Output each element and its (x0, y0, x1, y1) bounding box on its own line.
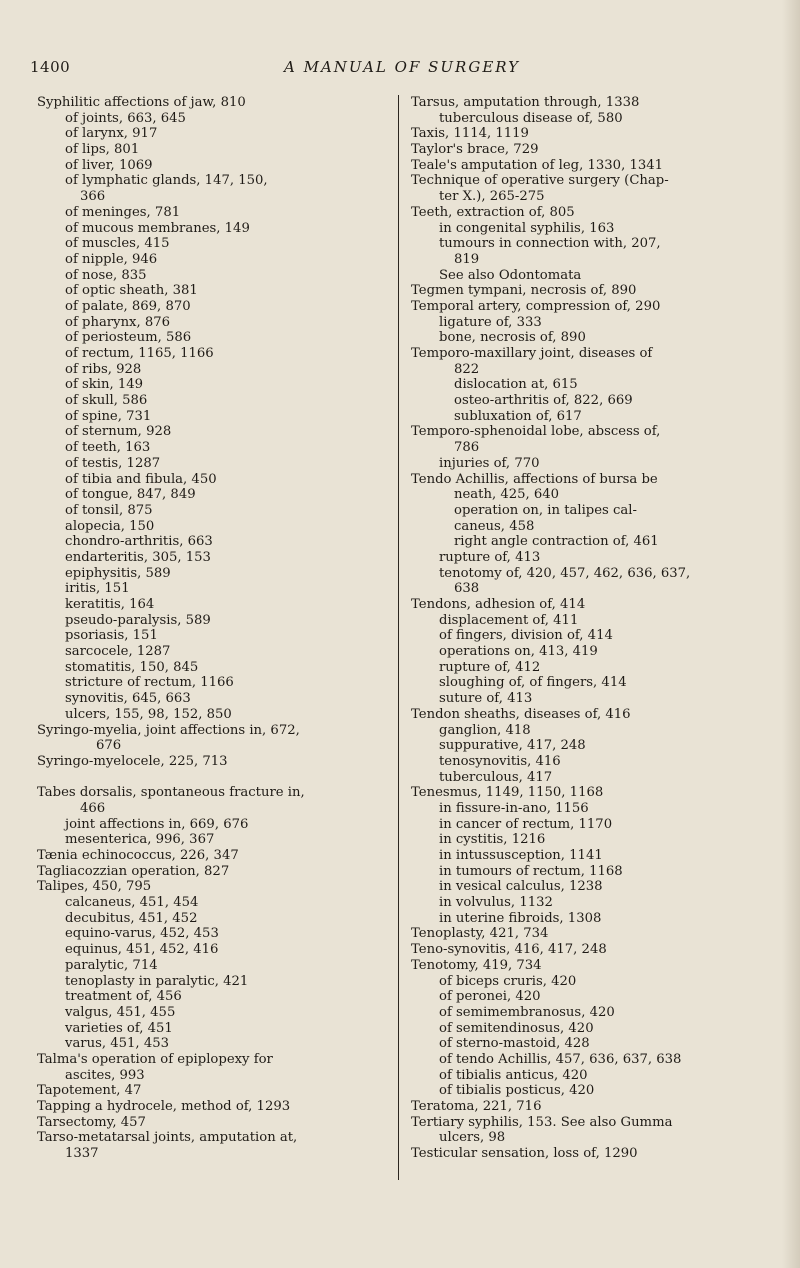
running-title: A MANUAL OF SURGERY (284, 58, 521, 76)
index-subentry: of semitendinosus, 420 (439, 1020, 594, 1036)
page-header (30, 58, 770, 80)
index-heading-entry: Tabes dorsalis, spontaneous fracture in, (37, 785, 305, 801)
index-heading-entry: Tenotomy, 419, 734 (411, 957, 542, 973)
index-heading-entry: Temporal artery, compression of, 290 (411, 298, 661, 314)
index-subentry: decubitus, 451, 452 (65, 910, 198, 926)
column-divider (398, 95, 399, 1180)
index-subentry: in uterine fibroids, 1308 (439, 910, 602, 926)
index-heading-entry: Taxis, 1114, 1119 (411, 126, 529, 142)
index-heading-entry: Tænia echinococcus, 226, 347 (37, 848, 239, 863)
index-subentry: in intussusception, 1141 (439, 848, 603, 863)
index-subentry: of lymphatic glands, 147, 150, (65, 173, 268, 189)
index-subentry: chondro-arthritis, 663 (65, 534, 213, 550)
index-subentry: of periosteum, 586 (65, 330, 192, 346)
index-subentry: stomatitis, 150, 845 (65, 659, 199, 675)
index-subentry: suppurative, 417, 248 (439, 738, 586, 754)
index-heading-entry: Tenesmus, 1149, 1150, 1168 (411, 785, 604, 801)
index-subentry: of tendo Achillis, 457, 636, 637, 638 (439, 1051, 682, 1067)
index-heading-entry: Syringo-myelia, joint affections in, 672, (37, 722, 300, 738)
index-subentry: sarcocele, 1287 (65, 644, 171, 660)
index-subentry: caneus, 458 (454, 518, 535, 534)
index-subentry: in congenital syphilis, 163 (439, 220, 615, 236)
index-subentry: of muscles, 415 (65, 236, 170, 252)
index-subentry: of rectum, 1165, 1166 (65, 346, 214, 361)
index-subentry: of liver, 1069 (65, 157, 153, 173)
index-subentry: tenotomy of, 420, 457, 462, 636, 637, (439, 565, 691, 581)
index-subentry: 1337 (65, 1146, 99, 1162)
index-subentry: 676 (96, 738, 122, 754)
index-subentry: of tonsil, 875 (65, 502, 153, 518)
index-subentry: 466 (80, 800, 106, 816)
index-subentry: displacement of, 411 (439, 612, 579, 628)
index-subentry: alopecia, 150 (65, 518, 155, 534)
index-subentry: dislocation at, 615 (454, 377, 578, 393)
index-subentry: of tongue, 847, 849 (65, 487, 196, 503)
index-subentry: ulcers, 98 (439, 1130, 506, 1146)
index-subentry: varieties of, 451 (65, 1020, 173, 1036)
index-column-right (411, 95, 786, 1162)
index-subentry: rupture of, 413 (439, 549, 541, 565)
index-heading-entry: Tarsus, amputation through, 1338 (411, 95, 640, 110)
index-heading-entry: Taylor's brace, 729 (411, 142, 539, 158)
index-subentry: paralytic, 714 (65, 957, 158, 973)
index-subentry: iritis, 151 (65, 581, 130, 597)
index-subentry: treatment of, 456 (65, 989, 182, 1005)
index-subentry: in volvulus, 1132 (439, 895, 553, 911)
index-subentry: tenosynovitis, 416 (439, 753, 561, 769)
index-subentry: keratitis, 164 (65, 597, 155, 612)
index-subentry: calcaneus, 451, 454 (65, 895, 199, 911)
index-subentry: of palate, 869, 870 (65, 298, 191, 314)
index-heading-entry: Teratoma, 221, 716 (411, 1099, 542, 1114)
index-subentry: neath, 425, 640 (454, 487, 560, 503)
index-heading-entry: Testicular sensation, loss of, 1290 (411, 1146, 638, 1162)
index-heading-entry: Talipes, 450, 795 (37, 879, 152, 895)
index-subentry: of fingers, division of, 414 (439, 628, 613, 644)
index-subentry: of meninges, 781 (65, 204, 181, 220)
index-subentry: mesenterica, 996, 367 (65, 832, 215, 848)
index-subentry: of testis, 1287 (65, 455, 161, 471)
index-subentry: pseudo-paralysis, 589 (65, 612, 211, 628)
index-subentry: psoriasis, 151 (65, 628, 158, 644)
index-heading-entry: Tarsectomy, 457 (37, 1114, 146, 1130)
index-subentry: 786 (454, 440, 480, 456)
index-subentry: valgus, 451, 455 (65, 1004, 176, 1020)
index-subentry: See also Odontomata (439, 267, 582, 283)
index-subentry: of mucous membranes, 149 (65, 220, 250, 236)
index-subentry: of sternum, 928 (65, 424, 172, 440)
index-subentry: 822 (454, 361, 480, 377)
index-heading-entry: Teeth, extraction of, 805 (411, 204, 575, 220)
index-subentry: operations on, 413, 419 (439, 644, 598, 660)
index-heading-entry: Temporo-sphenoidal lobe, abscess of, (411, 424, 661, 440)
index-subentry: synovitis, 645, 663 (65, 691, 191, 707)
index-heading-entry: Tarso-metatarsal joints, amputation at, (37, 1130, 298, 1146)
index-subentry: of ribs, 928 (65, 361, 142, 377)
index-subentry: of optic sheath, 381 (65, 283, 198, 299)
index-subentry: of biceps cruris, 420 (439, 973, 577, 989)
index-subentry: of tibialis anticus, 420 (439, 1067, 588, 1083)
index-subentry: of tibialis posticus, 420 (439, 1083, 595, 1099)
index-subentry: in vesical calculus, 1238 (439, 879, 603, 895)
index-heading-entry: Temporo-maxillary joint, diseases of (411, 346, 653, 361)
index-subentry: of semimembranosus, 420 (439, 1004, 615, 1020)
index-subentry: joint affections in, 669, 676 (65, 816, 249, 832)
index-subentry: 638 (454, 581, 480, 597)
index-subentry: in fissure-in-ano, 1156 (439, 800, 589, 816)
index-subentry: of larynx, 917 (65, 126, 158, 142)
index-subentry: endarteritis, 305, 153 (65, 549, 211, 565)
index-subentry: ulcers, 155, 98, 152, 850 (65, 706, 232, 722)
index-subentry: ascites, 993 (65, 1067, 145, 1083)
index-subentry: osteo-arthritis of, 822, 669 (454, 393, 633, 409)
index-heading-entry: Tenoplasty, 421, 734 (411, 926, 549, 942)
index-subentry: of lips, 801 (65, 142, 140, 158)
index-subentry: of teeth, 163 (65, 440, 151, 456)
index-subentry: operation on, in talipes cal- (454, 502, 637, 518)
page-number: 1400 (30, 58, 71, 76)
index-subentry: of skin, 149 (65, 377, 144, 393)
index-heading-entry: Tendons, adhesion of, 414 (411, 597, 586, 612)
index-subentry: in cancer of rectum, 1170 (439, 816, 613, 832)
index-subentry: 819 (454, 251, 480, 267)
index-subentry: equinus, 451, 452, 416 (65, 942, 219, 958)
index-heading-entry: Teale's amputation of leg, 1330, 1341 (411, 157, 664, 173)
index-subentry: equino-varus, 452, 453 (65, 926, 219, 942)
index-subentry: epiphysitis, 589 (65, 565, 171, 581)
index-subentry: ter X.), 265-275 (439, 189, 545, 205)
index-subentry: of pharynx, 876 (65, 314, 171, 330)
index-subentry: of tibia and fibula, 450 (65, 471, 217, 487)
index-subentry: bone, necrosis of, 890 (439, 330, 586, 346)
index-subentry: tenoplasty in paralytic, 421 (65, 973, 249, 989)
index-subentry: right angle contraction of, 461 (454, 534, 659, 550)
index-subentry: varus, 451, 453 (65, 1036, 169, 1052)
index-heading-entry: Tapotement, 47 (37, 1083, 142, 1099)
index-heading-entry: Tendo Achillis, affections of bursa be (411, 471, 658, 487)
index-subentry: of peronei, 420 (439, 989, 541, 1005)
index-subentry: tumours in connection with, 207, (439, 236, 661, 252)
index-subentry: subluxation of, 617 (454, 408, 582, 424)
index-heading-entry: Technique of operative surgery (Chap- (411, 173, 669, 189)
index-subentry: tuberculous, 417 (439, 769, 553, 785)
index-heading-entry: Tapping a hydrocele, method of, 1293 (37, 1099, 291, 1114)
index-subentry: of nose, 835 (65, 267, 147, 283)
index-subentry: in cystitis, 1216 (439, 832, 546, 848)
index-subentry: of sterno-mastoid, 428 (439, 1036, 590, 1052)
index-subentry: stricture of rectum, 1166 (65, 675, 234, 691)
index-subentry: suture of, 413 (439, 691, 533, 707)
index-subentry: 366 (80, 189, 106, 205)
index-subentry: of nipple, 946 (65, 251, 158, 267)
index-heading-entry: Tertiary syphilis, 153. See also Gumma (411, 1114, 673, 1130)
index-subentry: of joints, 663, 645 (65, 110, 186, 126)
index-heading-entry: Syringo-myelocele, 225, 713 (37, 753, 228, 769)
index-column-left (37, 95, 387, 1162)
index-subentry: rupture of, 412 (439, 659, 541, 675)
index-heading-entry: Syphilitic affections of jaw, 810 (37, 95, 246, 110)
index-subentry: sloughing of, of fingers, 414 (439, 675, 627, 691)
section-gap (37, 770, 387, 786)
index-subentry: of spine, 731 (65, 408, 152, 424)
index-subentry: ligature of, 333 (439, 314, 542, 330)
index-subentry: injuries of, 770 (439, 455, 540, 471)
index-subentry: of skull, 586 (65, 393, 148, 409)
index-heading-entry: Talma's operation of epiplopexy for (37, 1051, 273, 1067)
index-subentry: tuberculous disease of, 580 (439, 110, 623, 126)
index-subentry: in tumours of rectum, 1168 (439, 863, 623, 879)
index-heading-entry: Tagliacozzian operation, 827 (37, 863, 230, 879)
index-heading-entry: Tendon sheaths, diseases of, 416 (411, 706, 631, 722)
index-heading-entry: Teno-synovitis, 416, 417, 248 (411, 942, 607, 958)
index-subentry: ganglion, 418 (439, 722, 531, 738)
index-heading-entry: Tegmen tympani, necrosis of, 890 (411, 283, 637, 299)
